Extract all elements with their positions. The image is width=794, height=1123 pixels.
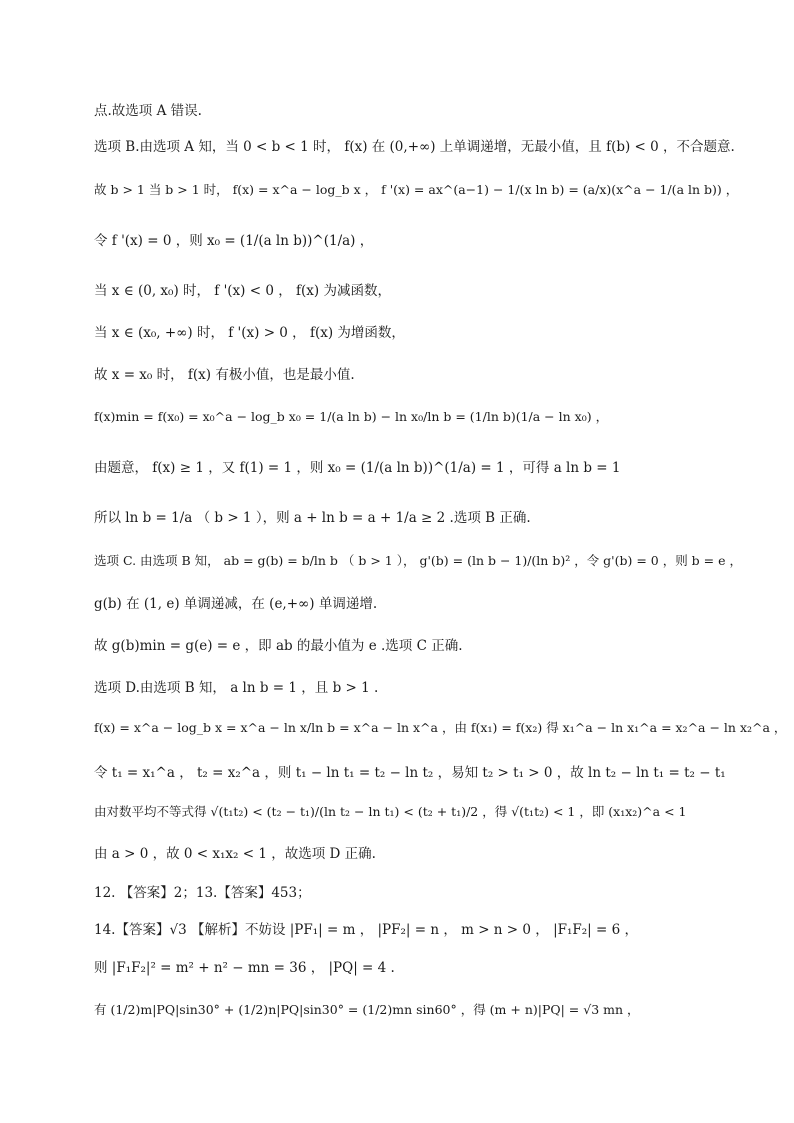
text-line-17: 由对数平均不等式得 √(t₁t₂) < (t₂ − t₁)/(ln t₂ − ln t₁) < (t₂ + t₁)/2 ，得 √(t₁t₂) < 1 ，即 (x₁x₂)^a < 1	[94, 804, 687, 819]
text-line-2: 选项 B.由选项 A 知，当 0 < b < 1 时， f(x) 在 (0,+∞) 上单调递增，无最小值，且 f(b) < 0 ，不合题意.	[94, 139, 735, 155]
text-line-21: 则 |F₁F₂|² = m² + n² − mn = 36 ， |PQ| = 4 .	[94, 960, 395, 976]
text-line-1: 点.故选项 A 错误.	[94, 103, 202, 119]
answer-14: 14.【答案】√3 【解析】不妨设 |PF₁| = m ， |PF₂| = n ， m > n > 0 ， |F₁F₂| = 6 ，	[94, 922, 638, 938]
text-line-5: 当 x ∈ (0, x₀) 时， f '(x) < 0 ， f(x) 为减函数，	[94, 283, 391, 299]
text-line-18: 由 a > 0 ，故 0 < x₁x₂ < 1 ，故选项 D 正确.	[94, 846, 376, 862]
text-line-7: 故 x = x₀ 时， f(x) 有极小值，也是最小值.	[94, 367, 355, 383]
text-line-15: f(x) = x^a − log_b x = x^a − ln x/ln b = x^a − ln x^a ，由 f(x₁) = f(x₂) 得 x₁^a − ln x₁^a = x₂^a − ln x₂^a ，	[94, 720, 787, 735]
text-line-12: g(b) 在 (1, e) 单调递减，在 (e,+∞) 单调递增.	[94, 596, 378, 612]
text-line-11: 选项 C. 由选项 B 知， ab = g(b) = b/ln b （ b > 1 ）， g'(b) = (ln b − 1)/(ln b)² ，令 g'(b) = 0 ，则 b = e ，	[94, 553, 742, 568]
text-line-13: 故 g(b)min = g(e) = e ，即 ab 的最小值为 e .选项 C 正确.	[94, 638, 463, 654]
text-line-8: f(x)min = f(x₀) = x₀^a − log_b x₀ = 1/(a ln b) − ln x₀/ln b = (1/ln b)(1/a − ln x₀) ，	[94, 409, 609, 424]
text-line-6: 当 x ∈ (x₀, +∞) 时， f '(x) > 0 ， f(x) 为增函数，	[94, 325, 405, 341]
text-line-14: 选项 D.由选项 B 知， a ln b = 1 ，且 b > 1 .	[94, 680, 379, 696]
text-line-10: 所以 ln b = 1/a （ b > 1 ），则 a + ln b = a + 1/a ≥ 2 .选项 B 正确.	[94, 510, 531, 526]
text-line-22: 有 (1/2)m|PQ|sin30° + (1/2)n|PQ|sin30° = (1/2)mn sin60° ，得 (m + n)|PQ| = √3 mn ，	[94, 1002, 640, 1017]
answer-12-13: 12. 【答案】2；13.【答案】453；	[94, 885, 311, 901]
text-line-16: 令 t₁ = x₁^a ， t₂ = x₂^a ，则 t₁ − ln t₁ = t₂ − ln t₂ ，易知 t₂ > t₁ > 0 ，故 ln t₂ − ln t₁ = t₂ − t₁	[94, 765, 726, 781]
text-line-3: 故 b > 1 当 b > 1 时， f(x) = x^a − log_b x ， f '(x) = ax^(a−1) − 1/(x ln b) = (a/x)(x^a − 1/(a ln b)) ，	[94, 182, 739, 197]
text-line-9: 由题意， f(x) ≥ 1 ，又 f(1) = 1 ，则 x₀ = (1/(a ln b))^(1/a) = 1 ，可得 a ln b = 1	[94, 460, 621, 476]
text-line-4: 令 f '(x) = 0 ，则 x₀ = (1/(a ln b))^(1/a) ，	[94, 233, 374, 249]
